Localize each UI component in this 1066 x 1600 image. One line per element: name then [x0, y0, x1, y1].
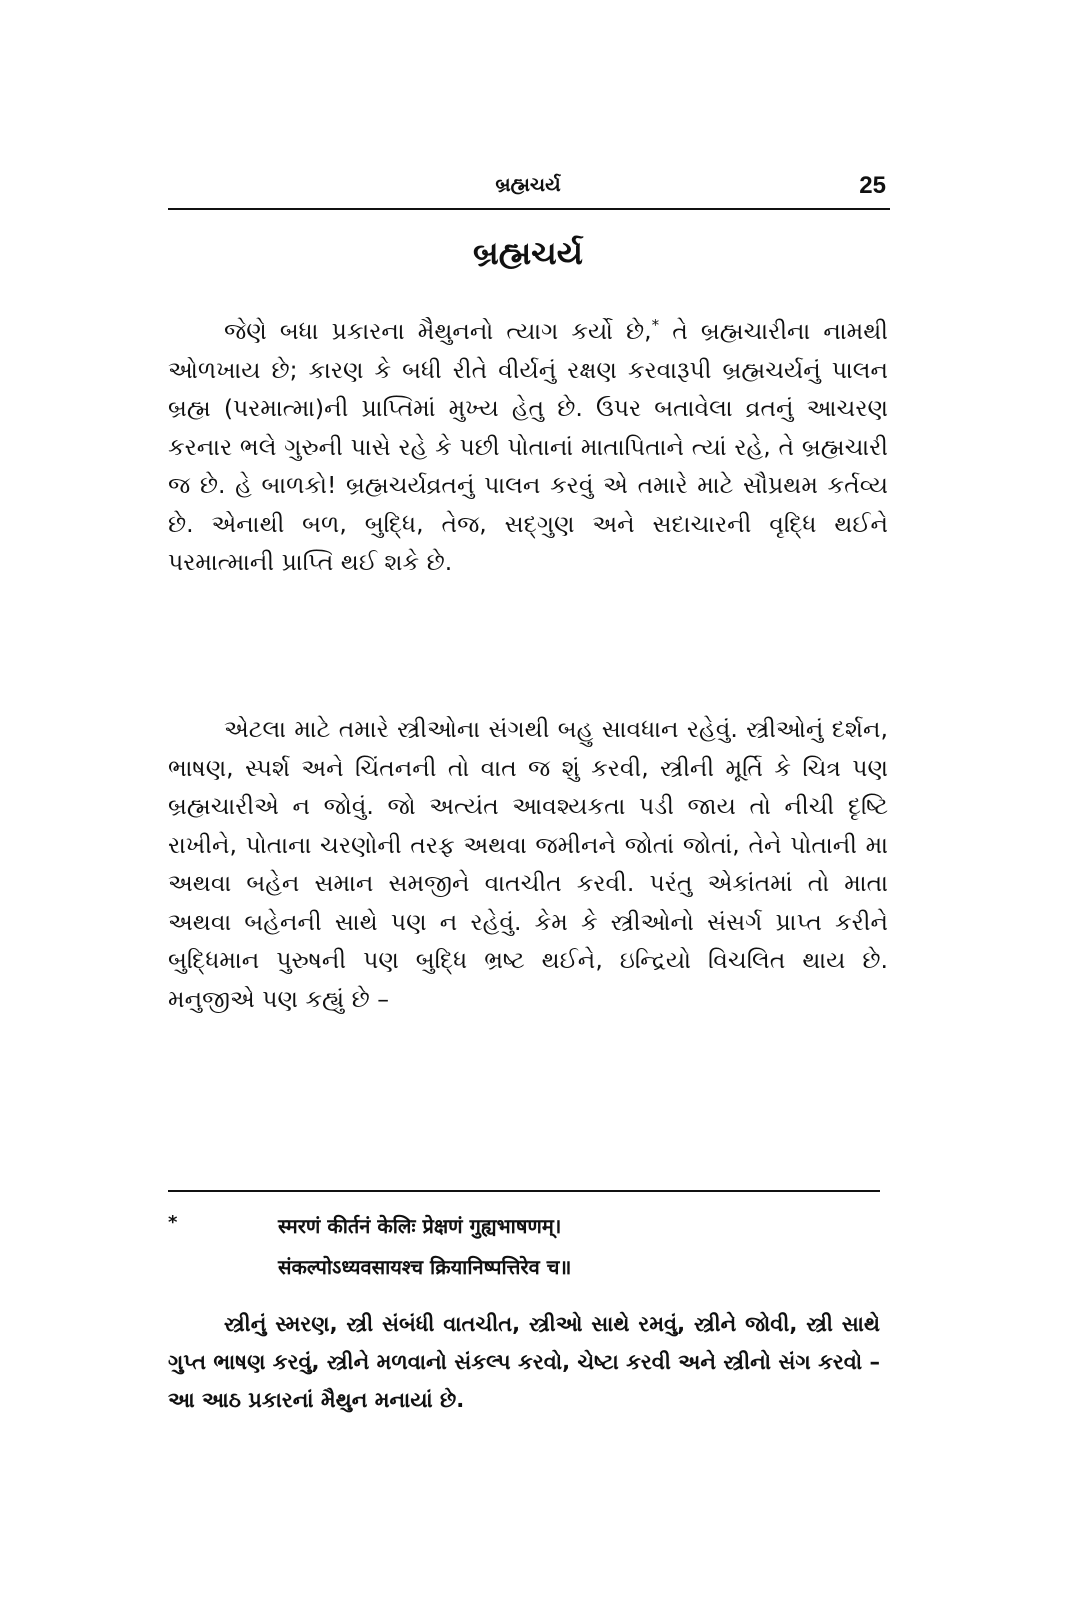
running-header: [168, 172, 888, 206]
header-divider: [168, 208, 890, 210]
footnote-reference-marker: *: [651, 316, 660, 335]
paragraph-1-start: જેણે બધા પ્રકારના મૈથુનનો ત્યાગ કર્યો છે,: [224, 317, 652, 345]
footnote-star: *: [168, 1212, 178, 1233]
page-number: 25: [859, 172, 886, 199]
sanskrit-verse-line-1: स्मरणं कीर्तनं केलिः प्रेक्षणं गुह्यभाषणम्।: [278, 1214, 562, 1238]
running-title: બ્રહ્મચર્ય: [495, 174, 561, 196]
body-paragraph-2: એટલા માટે તમારે સ્ત્રીઓના સંગથી બહુ સાવધાન રહેવું. સ્ત્રીઓનું દર્શન, ભાષણ, સ્પર્શ અને ચિંતનની તો વાત જ શું કરવી, સ્ત્રીની મૂર્તિ કે ચિત્ર પણ બ્રહ્મચારીએ ન જોવું. જો અત્યંત આવશ્યકતા પડી જાય તો નીચી દૃષ્ટિ રાખીને, પોતાના ચરણોની તરફ અથવા જમીનને જોતાં જોતાં, તેને પોતાની મા અથવા બહેન સમાન સમજીને વાતચીત કરવી. પરંતુ એકાંતમાં તો માતા અથવા બહેનની સાથે પણ ન રહેવું. કેમ કે સ્ત્રીઓનો સંસર્ગ પ્રાપ્ત કરીને બુદ્ધિમાન પુરુષની પણ બુદ્ધિ ભ્રષ્ટ થઈને, ઇન્દ્રિયો વિચલિત થાય છે. મનુજીએ પણ કહ્યું છે –: [168, 715, 888, 1013]
footnote-translation: સ્ત્રીનું સ્મરણ, સ્ત્રી સંબંધી વાતચીત, સ્ત્રીઓ સાથે રમવું, સ્ત્રીને જોવી, સ્ત્રી સાથે ગુપ્ત ભાષણ કરવું, સ્ત્રીને મળવાનો સંકલ્પ કરવો, ચેષ્ટા કરવી અને સ્ત્રીનો સંગ કરવો – આ આઠ પ્રકારનાં મૈથુન મનાયાં છે.: [168, 1312, 880, 1412]
chapter-title: બ્રહ્મચર્ય: [473, 234, 583, 272]
sanskrit-verse-line-2: संकल्पोऽध्यवसायश्च क्रियानिष्पत्तिरेव च॥: [278, 1255, 572, 1279]
footnote-divider: [168, 1190, 880, 1192]
body-paragraph-1: [168, 312, 888, 582]
paragraph-1-end: તે બ્રહ્મચારીના નામથી ઓળખાય છે; કારણ કે બધી રીતે વીર્યનું રક્ષણ કરવારૂપી બ્રહ્મચર્યનું પાલન બ્રહ્મ (પરમાત્મા)ની પ્રાપ્તિમાં મુખ્ય હેતુ છે. ઉપર બતાવેલા વ્રતનું આચરણ કરનાર ભલે ગુરુની પાસે રહે કે પછી પોતાનાં માતાપિતાને ત્યાં રહે, તે બ્રહ્મચારી જ છે. હે બાળકો! બ્રહ્મચર્યવ્રતનું પાલન કરવું એ તમારે માટે સૌપ્રથમ કર્તવ્ય છે. એનાથી બળ, બુદ્ધિ, તેજ, સદ્ગુણ અને સદાચારની વૃદ્ધિ થઈને પરમાત્માની પ્રાપ્તિ થઈ શકે છે.: [168, 317, 888, 576]
